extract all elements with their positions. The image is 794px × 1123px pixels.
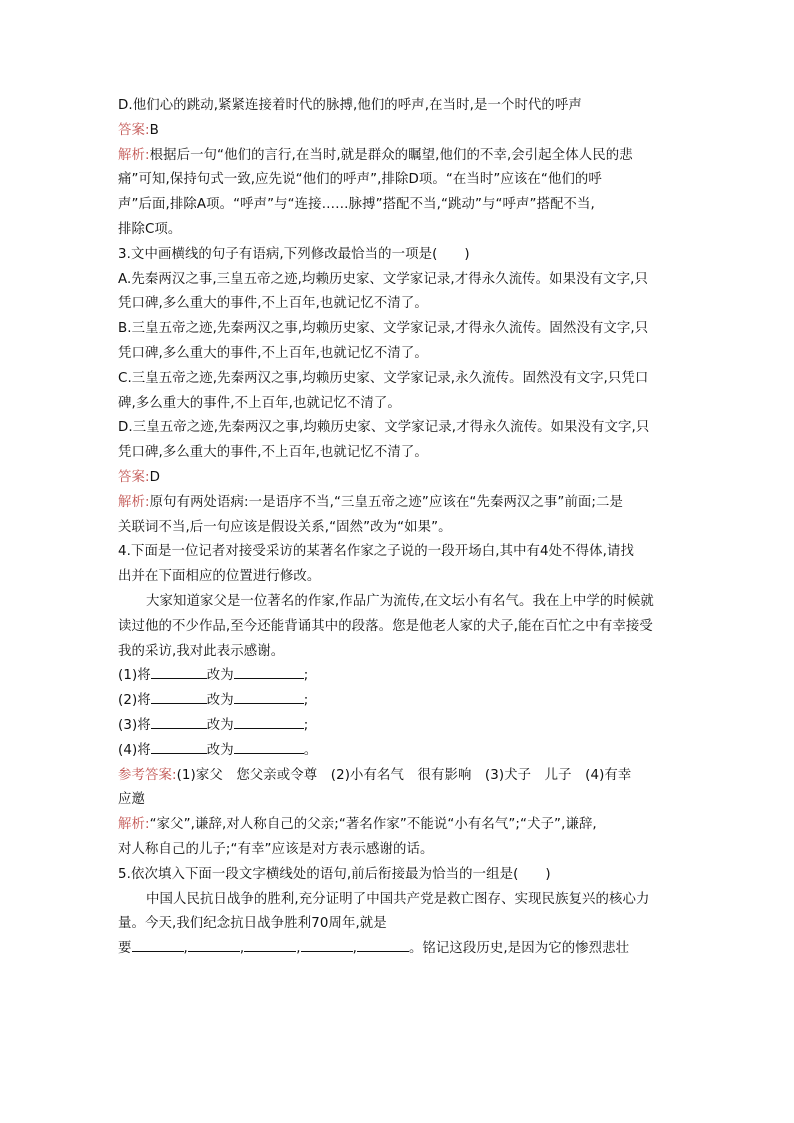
fill-blank[interactable] xyxy=(357,938,409,952)
fill-blank[interactable] xyxy=(234,740,304,754)
answer-label: 答案: xyxy=(118,469,150,485)
fill-blank[interactable] xyxy=(301,938,353,952)
answer-value: B xyxy=(149,122,159,138)
q3-option-a-cont: 凭口碑,多么重大的事件,不上百年,也就记忆不清了。 xyxy=(118,296,428,312)
q4-stem: 出并在下面相应的位置进行修改。 xyxy=(118,569,321,585)
q2-analysis-line: 痛”可知,保持句式一致,应先说“他们的呼声”,排除D项。“在当时”应该在“他们的呼 xyxy=(118,172,602,188)
q2-analysis-line: 排除C项。 xyxy=(118,221,182,237)
q4-fill-item: (1)将 改为 ; xyxy=(118,664,684,689)
q4-analysis-line: 对人称自己的儿子;“有幸”应该是对方表示感谢的话。 xyxy=(118,841,434,857)
q3-answer xyxy=(118,466,684,491)
q3-option-d-cont: 凭口碑,多么重大的事件,不上百年,也就记忆不清了。 xyxy=(118,445,428,461)
answer-value: D xyxy=(149,469,161,485)
fill-blank[interactable] xyxy=(234,715,304,729)
fill-blank[interactable] xyxy=(151,665,207,679)
q3-stem: 3.文中画横线的句子有语病,下列修改最恰当的一项是( ) xyxy=(118,246,470,262)
fill-blank[interactable] xyxy=(188,938,240,952)
q3-option-b-cont: 凭口碑,多么重大的事件,不上百年,也就记忆不清了。 xyxy=(118,345,428,361)
analysis-label: 解析: xyxy=(118,494,150,510)
q5-passage: 量。今天,我们纪念抗日战争胜利70周年,就是 xyxy=(118,916,387,932)
q2-analysis-line: 声”后面,排除A项。“呼声”与“连接……脉搏”搭配不当,“跳动”与“呼声”搭配不当, xyxy=(118,197,595,213)
q2-answer xyxy=(118,119,684,144)
q3-option-a: A.先秦两汉之事,三皇五帝之迹,均赖历史家、文学家记录,才得永久流传。如果没有文字,只 xyxy=(118,271,648,287)
analysis-label: 解析: xyxy=(118,817,150,833)
q4-fill-item: (4)将 改为 。 xyxy=(118,739,684,764)
q3-option-c-cont: 碑,多么重大的事件,不上百年,也就记忆不清了。 xyxy=(118,395,401,411)
fill-blank[interactable] xyxy=(244,938,296,952)
fill-blank[interactable] xyxy=(151,740,207,754)
fill-blank[interactable] xyxy=(151,690,207,704)
q3-option-d: D.三皇五帝之迹,先秦两汉之事,均赖历史家、文学家记录,才得永久流传。如果没有文字,只 xyxy=(118,420,650,436)
q3-option-c: C.三皇五帝之迹,先秦两汉之事,均赖历史家、文学家记录,永久流传。固然没有文字,只凭口 xyxy=(118,370,649,386)
q5-passage: 中国人民抗日战争的胜利,充分证明了中国共产党是救亡图存、实现民族复兴的核心力 xyxy=(146,891,650,907)
fill-blank[interactable] xyxy=(234,690,304,704)
q2-analysis-line: 解析:根据后一句“他们的言行,在当时,就是群众的瞩望,他们的不幸,会引起全体人民的悲 xyxy=(118,147,633,163)
analysis-label: 解析: xyxy=(118,147,150,163)
q3-analysis-line: 解析:原句有两处语病:一是语序不当,“三皇五帝之迹”应该在“先秦两汉之事”前面;二是 xyxy=(118,494,624,510)
fill-blank[interactable] xyxy=(234,665,304,679)
q4-fill-item: (3)将 改为 ; xyxy=(118,714,684,739)
q2-option-d: D.他们心的跳动,紧紧连接着时代的脉搏,他们的呼声,在当时,是一个时代的呼声 xyxy=(118,98,582,113)
q5-stem: 5.依次填入下面一段文字横线处的语句,前后衔接最为恰当的一组是( ) xyxy=(118,866,551,882)
reference-answer-label: 参考答案: xyxy=(118,767,177,783)
q4-passage: 读过他的不少作品,至今还能背诵其中的段落。您是他老人家的犬子,能在百忙之中有幸接受 xyxy=(118,618,653,634)
q4-passage: 我的采访,我对此表示感谢。 xyxy=(118,643,285,659)
q4-analysis-line: 解析:“家父”,谦辞,对人称自己的父亲;“著名作家”不能说“小有名气”;“犬子”,谦辞, xyxy=(118,817,597,833)
document-body xyxy=(118,94,684,962)
q3-analysis-line: 关联词不当,后一句应该是假设关系,“固然”改为“如果”。 xyxy=(118,519,452,535)
q5-passage-blanks: 要 , , , , 。铭记这段历史,是因为它的惨烈悲壮 xyxy=(118,937,684,962)
fill-blank[interactable] xyxy=(151,715,207,729)
answer-label: 答案: xyxy=(118,122,150,138)
q3-option-b: B.三皇五帝之迹,先秦两汉之事,均赖历史家、文学家记录,才得永久流传。固然没有文字,只 xyxy=(118,321,649,337)
q4-answer-cont: 应邀 xyxy=(118,792,145,808)
q4-fill-item: (2)将 改为 ; xyxy=(118,689,684,714)
q4-stem: 4.下面是一位记者对接受采访的某著名作家之子说的一段开场白,其中有4处不得体,请找 xyxy=(118,544,634,560)
q4-passage: 大家知道家父是一位著名的作家,作品广为流传,在文坛小有名气。我在上中学的时候就 xyxy=(146,593,654,609)
fill-blank[interactable] xyxy=(132,938,184,952)
q4-answer: 参考答案:(1)家父 您父亲或令尊 (2)小有名气 很有影响 (3)犬子 儿子 (4)有幸 xyxy=(118,767,632,783)
